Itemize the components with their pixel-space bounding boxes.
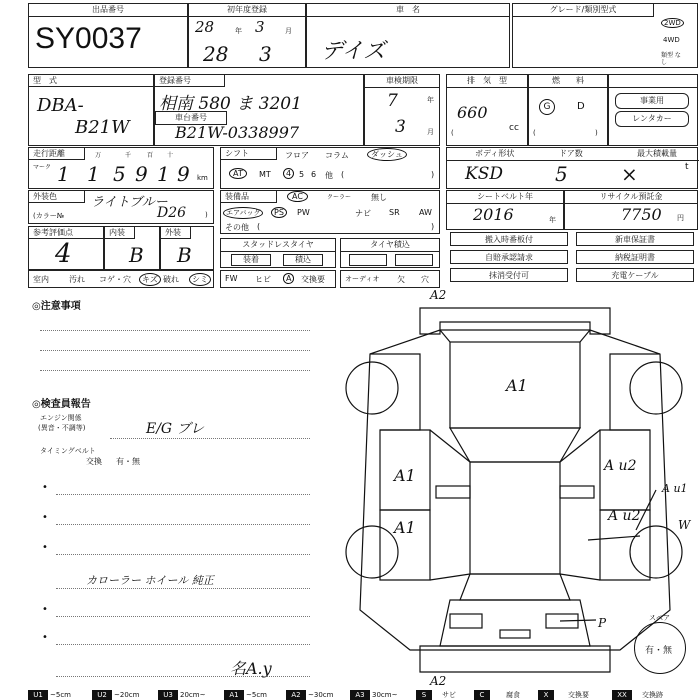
chassis-number: B21W-0338997 xyxy=(175,123,300,142)
tail-mark: P xyxy=(598,616,607,630)
grade-cell xyxy=(512,3,698,68)
inspector-line-5 xyxy=(56,616,310,617)
spare-label: スペア xyxy=(649,614,670,622)
notes-line-3 xyxy=(40,370,310,371)
model-line1: DBA- xyxy=(37,95,84,116)
engine-unit: cc xyxy=(509,123,519,133)
interior-dirt: 汚れ xyxy=(69,275,85,284)
fw-row xyxy=(220,270,336,288)
drive-column xyxy=(653,4,698,67)
doc-charging-cable: 充電ケーブル xyxy=(576,268,694,282)
right-front-door-mark: A u2 xyxy=(604,458,637,474)
audio-missing: 欠 xyxy=(397,275,405,284)
rear-window xyxy=(460,574,570,600)
equipment-label: 装備品 xyxy=(221,191,277,203)
legend-key-xx: XX xyxy=(612,690,632,700)
inspection-month-unit: 月 xyxy=(427,128,434,136)
legend-text-a3: 30cm~ xyxy=(372,691,398,699)
engine-paren-left: ( xyxy=(451,129,454,137)
inspection-year: 7 xyxy=(387,91,398,111)
seatbelt-cell xyxy=(446,190,564,230)
equipment-sr: SR xyxy=(389,208,400,217)
fw-label: FW xyxy=(225,274,238,283)
doc-insurance: 自賠承認請求 xyxy=(450,250,568,264)
interior-condition-row xyxy=(28,270,214,288)
studless-cell xyxy=(220,238,336,268)
inspection-month: 3 xyxy=(395,117,406,137)
legend-text-s: サビ xyxy=(442,691,456,699)
body-label: ボディ形状 xyxy=(475,149,515,158)
mileage-unit-man: 万 xyxy=(95,152,102,159)
registration-label: 登録番号 xyxy=(155,75,225,87)
car-name-cell xyxy=(306,3,510,68)
equipment-ps: PS xyxy=(271,207,287,218)
engine-report-line xyxy=(110,438,310,439)
shift-mt: MT xyxy=(259,170,271,179)
exterior-score-label: 外装 xyxy=(161,227,191,239)
capacity-value: × xyxy=(621,162,638,186)
right-fender-mark: A u1 xyxy=(662,482,688,495)
legend-key-u1: U1 xyxy=(28,690,48,700)
first-registration-label: 初年度登録 xyxy=(189,4,305,17)
shift-speed-6: 6 xyxy=(311,170,317,179)
interior-tear: 破れ xyxy=(163,275,179,284)
first-reg-year: 28 xyxy=(203,42,229,66)
studless-label: スタッドレスタイヤ xyxy=(221,239,335,252)
shift-other: 他 xyxy=(325,171,333,180)
shift-paren-left: ( xyxy=(341,170,345,179)
audio-row xyxy=(340,270,440,288)
recycle-unit: 円 xyxy=(677,214,684,222)
drive-4wd: 4WD xyxy=(663,36,680,44)
tire-mark: W xyxy=(678,518,691,532)
shift-paren-right: ) xyxy=(431,170,435,179)
legend-key-s: S xyxy=(416,690,432,700)
inspection-label: 車検期限 xyxy=(365,75,439,88)
recycle-value: 7750 xyxy=(621,205,662,224)
grade-label: グレード/類別型式 xyxy=(513,4,654,17)
legend-key-u3: U3 xyxy=(158,690,178,700)
color-no-value: D26 xyxy=(157,205,187,221)
seatbelt-value: 2016 xyxy=(473,205,514,224)
body-cell xyxy=(446,147,698,189)
equipment-pw: PW xyxy=(297,208,310,217)
tire-label: タイヤ積込 xyxy=(341,239,439,252)
lot-number-label: 出品番号 xyxy=(29,4,187,17)
model-line2: B21W xyxy=(75,117,130,138)
model-cell xyxy=(28,74,154,146)
mileage-digit-3: 5 xyxy=(113,162,126,186)
engine-value: 660 xyxy=(457,103,488,122)
first-reg-month: 3 xyxy=(259,42,272,66)
mileage-unit: km xyxy=(197,174,208,182)
mileage-digit-6: 9 xyxy=(177,162,190,186)
body-value: KSD xyxy=(465,164,503,184)
shift-speed-4: 4 xyxy=(283,168,294,179)
car-name-label: 車 名 xyxy=(307,4,509,17)
rear-mark: A2 xyxy=(430,674,447,688)
recycle-label: リサイクル預託金 xyxy=(565,191,697,204)
capacity-unit: t xyxy=(685,162,689,172)
lot-number-cell xyxy=(28,3,188,68)
registration-cell xyxy=(154,74,364,146)
fuel-paren-left: ( xyxy=(533,129,536,137)
bullet-3: • xyxy=(42,542,48,553)
equipment-paren-right: ) xyxy=(431,222,435,231)
usage-header xyxy=(609,75,697,88)
doc-deregister: 抹消受付可 xyxy=(450,268,568,282)
doors-label: ドア数 xyxy=(559,149,583,158)
first-reg-month-top: 3 xyxy=(255,18,265,36)
color-cell xyxy=(28,190,214,224)
legend-key-a3: A3 xyxy=(350,690,370,700)
windshield xyxy=(450,428,580,462)
roof-panel xyxy=(470,462,560,574)
doc-tax: 納税証明書 xyxy=(576,250,694,264)
audio-hole: 穴 xyxy=(421,275,429,284)
timing-belt-options: 有・無 xyxy=(116,457,140,466)
interior-row-label: 室内 xyxy=(33,275,49,284)
rear-left-wheel xyxy=(346,526,398,578)
bullet-4: • xyxy=(42,604,48,615)
mileage-marker: マーク xyxy=(33,164,52,171)
inspection-year-unit: 年 xyxy=(427,96,434,104)
front-left-wheel xyxy=(346,362,398,414)
tire-cell xyxy=(340,238,440,268)
mileage-unit-juu: 十 xyxy=(167,152,174,159)
mileage-digit-1: 1 xyxy=(57,162,70,186)
spare-value: 有・無 xyxy=(645,646,673,656)
notes-line-1 xyxy=(40,330,310,331)
engine-cell xyxy=(446,74,528,146)
inspector-line-4 xyxy=(56,588,310,589)
rear-left-lamp xyxy=(450,614,482,628)
mileage-cell xyxy=(28,147,214,189)
shift-label: シフト xyxy=(221,148,277,160)
color-value: ライトブルー xyxy=(91,195,168,210)
spare-tire-indicator xyxy=(634,614,686,674)
equipment-none: 無し xyxy=(371,193,387,202)
interior-score-label: 内装 xyxy=(105,227,135,239)
score-label: 参考評価点 xyxy=(29,227,105,239)
equipment-ac: AC xyxy=(287,191,308,202)
interior-burn: コゲ・穴 xyxy=(99,275,131,284)
equipment-cell xyxy=(220,190,440,234)
color-no-close: ) xyxy=(205,211,208,219)
inspector-line-7 xyxy=(56,676,310,677)
mileage-digit-4: 9 xyxy=(135,162,148,186)
doc-warranty: 新車保証書 xyxy=(576,232,694,246)
drive-2wd: 2WD xyxy=(661,18,684,28)
legend-text-u1: ~5cm xyxy=(50,691,71,699)
inspection-cell xyxy=(364,74,440,146)
left-front-door-mark: A1 xyxy=(394,466,416,485)
equipment-airbag: エアバッグ xyxy=(223,207,263,219)
tire-option-1 xyxy=(349,254,387,266)
bullet-2: • xyxy=(42,512,48,523)
shift-dash: ダッシュ xyxy=(367,148,407,161)
tailgate xyxy=(440,600,590,646)
front-mark: A2 xyxy=(430,288,447,302)
legend-key-u2: U2 xyxy=(92,690,112,700)
usage-business: 事業用 xyxy=(615,93,689,109)
engine-report-label: エンジン関係 xyxy=(40,414,82,422)
inspector-line-3 xyxy=(56,554,310,555)
registration-number: 相南 580 ま 3201 xyxy=(159,94,302,114)
chassis-label: 車台番号 xyxy=(155,111,227,125)
body-header xyxy=(447,148,699,161)
drive-none: 類型 なし xyxy=(661,52,681,66)
mileage-label: 走行距離 xyxy=(29,148,85,160)
tire-option-2 xyxy=(395,254,433,266)
doors-value: 5 xyxy=(555,162,568,186)
inspector-line-1 xyxy=(56,494,310,495)
usage-rental: レンタカー xyxy=(615,111,689,127)
shift-speed-5: 5 xyxy=(299,170,305,179)
seatbelt-label: シートベルト年 xyxy=(447,191,563,204)
capacity-label: 最大積載量 xyxy=(637,149,677,158)
legend-text-x: 交換要 xyxy=(568,691,589,699)
fuel-diesel: D xyxy=(577,101,585,112)
wheel-note: カローラー ホイール 純正 xyxy=(86,574,214,587)
exterior-score-cell xyxy=(160,226,214,270)
front-right-wheel xyxy=(630,362,682,414)
studless-loaded: 積込 xyxy=(283,254,323,266)
doc-plate: 搬入時番板付 xyxy=(450,232,568,246)
right-rear-door-mark: A u2 xyxy=(608,508,641,524)
engine-report-value: E/G ブレ xyxy=(146,421,205,437)
engine-label: 排 気 型 xyxy=(447,75,527,88)
legend-text-u2: ~20cm xyxy=(114,691,140,699)
rear-right-wheel xyxy=(630,526,682,578)
inspector-title: ◎検査員報告 xyxy=(32,399,91,410)
fw-crack: ヒビ xyxy=(255,275,271,284)
interior-score-value: B xyxy=(129,243,144,267)
fuel-gasoline: G xyxy=(539,99,555,115)
right-fender xyxy=(610,354,660,430)
engine-report-sub: (異音・不調等) xyxy=(38,424,86,432)
mileage-unit-hyaku: 百 xyxy=(147,152,154,159)
timing-belt-label: タイミングベルト xyxy=(40,447,96,455)
shift-cell xyxy=(220,147,440,189)
interior-stain: シミ xyxy=(189,273,211,286)
exterior-score-value: B xyxy=(177,243,192,267)
model-label: 型 式 xyxy=(29,75,155,87)
legend-text-c: 腐食 xyxy=(506,691,520,699)
audio-label: オーディオ xyxy=(345,275,380,283)
first-registration-cell xyxy=(188,3,306,68)
legend-key-a1: A1 xyxy=(224,690,244,700)
legend-text-a1: ~5cm xyxy=(246,691,267,699)
left-rear-door-mark: A1 xyxy=(394,518,416,537)
shift-at: AT xyxy=(229,168,247,179)
color-no-label: (カラー№ xyxy=(33,212,65,220)
fw-grade: A xyxy=(283,273,294,284)
legend-text-xx: 交換跡 xyxy=(642,691,663,699)
car-diagram xyxy=(340,290,690,682)
inspector-line-6 xyxy=(56,644,310,645)
equipment-other-label: その他 xyxy=(225,223,249,232)
fuel-label: 燃 料 xyxy=(529,75,607,88)
score-cell xyxy=(28,226,104,270)
mileage-digit-2: 1 xyxy=(87,162,100,186)
bullet-1: • xyxy=(42,482,48,493)
fw-replace: 交換要 xyxy=(301,275,325,284)
first-reg-year-era: 28 xyxy=(195,18,215,36)
interior-scratch: キズ xyxy=(139,273,161,286)
car-name: デイズ xyxy=(321,39,386,64)
documents-panel xyxy=(446,230,698,284)
interior-score-cell xyxy=(104,226,160,270)
studless-mounted: 装着 xyxy=(231,254,271,266)
score-value: 4 xyxy=(55,239,72,269)
legend-text-u3: 20cm~ xyxy=(180,691,206,699)
shift-floor: フロア xyxy=(285,151,309,160)
legend-text-a2: ~30cm xyxy=(308,691,334,699)
inspector-signature: 名A.y xyxy=(230,659,272,678)
mileage-digit-5: 1 xyxy=(157,162,170,186)
inspector-line-2 xyxy=(56,524,310,525)
shift-column: コラム xyxy=(325,151,349,160)
usage-cell xyxy=(608,74,698,146)
notes-line-2 xyxy=(40,350,310,351)
mileage-unit-sen: 千 xyxy=(125,152,132,159)
damage-legend xyxy=(28,690,700,700)
year-unit: 年 xyxy=(235,27,242,35)
month-unit: 月 xyxy=(285,27,292,35)
equipment-cooler: クーラー xyxy=(327,194,352,201)
fuel-paren-right: ) xyxy=(595,129,598,137)
hood-mark: A1 xyxy=(506,376,528,395)
equipment-paren-left: ( xyxy=(257,222,261,231)
legend-key-x: X xyxy=(538,690,554,700)
bullet-5: • xyxy=(42,632,48,643)
left-fender xyxy=(370,354,420,430)
color-label: 外装色 xyxy=(29,191,85,203)
equipment-aw: AW xyxy=(419,208,432,217)
lot-number: SY0037 xyxy=(35,22,142,55)
recycle-cell xyxy=(564,190,698,230)
notes-title: ◎注意事項 xyxy=(32,301,81,312)
timing-belt-sub: 交換 xyxy=(86,457,102,466)
seatbelt-unit: 年 xyxy=(549,216,556,224)
equipment-navi: ナビ xyxy=(355,209,371,218)
legend-key-a2: A2 xyxy=(286,690,306,700)
legend-key-c: C xyxy=(474,690,490,700)
fuel-cell xyxy=(528,74,608,146)
